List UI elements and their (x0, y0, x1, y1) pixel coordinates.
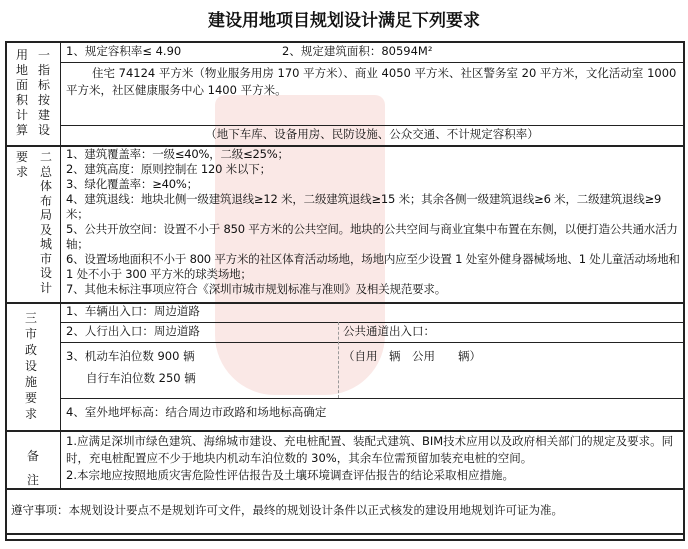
divider (60, 342, 684, 343)
divider (60, 62, 684, 63)
list-item: 3、绿化覆盖率：≥40%； (66, 177, 198, 191)
list-item: 5、公共开放空间：设置不小于 850 平方米的公共空间。地块的公共空间与商业宜集中布置在东侧，以便打造公共通水活力轴； (66, 222, 678, 251)
dashed-divider (338, 322, 339, 398)
section1-label-inner: 一指标按建设 (37, 48, 50, 137)
section1-label-outer: 用地面积计算 (15, 48, 28, 137)
section3-label: 三市政设施要求 (24, 311, 37, 421)
remarks-list (66, 433, 682, 484)
list-item: 1、建筑覆盖率：一级≤40%，二级≤25%； (66, 147, 289, 161)
section-divider (5, 488, 685, 490)
layout-requirements-list (66, 147, 680, 297)
car-parking-split: （自用 辆 公用 辆） (343, 349, 481, 363)
car-parking: 3、机动车泊位数 900 辆 (66, 349, 195, 363)
area-breakdown: 住宅 74124 平方米（物业服务用房 170 平方米）、商业 4050 平方米、社区警务室 20 平方米，文化活动室 1000 平方米，社区健康服务中心 1400 平方米。 (66, 66, 677, 97)
gfa-limit: 2、规定建筑面积：80594M² (282, 44, 433, 58)
compliance-note: 遵守事项：本规划设计要点不是规划许可文件，最终的规划设计条件以正式核发的建设用地规划许可证为准。 (11, 503, 563, 517)
list-item: 7、其他未标注事项应符合《深圳市城市规划标准与准则》及相关规范要求。 (66, 282, 447, 296)
vehicle-entry: 1、车辆出入口：周边道路 (66, 304, 200, 318)
section2-label-inner: 二总体布局及城市设计 (39, 150, 52, 295)
list-item: 6、设置场地面积不小于 800 平方米的社区体育活动场地，场地内应至少设置 1 处室外健身器械场地、1 处儿童活动场地和 1 处不小于 300 平方米的球类场地； (66, 252, 680, 281)
area-note: （地下车库、设备用房、民防设施、公众交通、不计规定容积率） (205, 127, 539, 141)
remarks-label: 备注 (26, 449, 39, 487)
pedestrian-entry: 2、人行出入口：周边道路 (66, 324, 200, 338)
bike-parking: 自行车泊位数 250 辆 (86, 371, 196, 385)
list-item: 2、建筑高度：原则控制在 120 米以下； (66, 162, 271, 176)
section-divider (5, 533, 685, 535)
divider (60, 398, 684, 399)
public-passage-entry: 公共通道出入口： (343, 324, 435, 338)
label-column-divider (60, 42, 61, 488)
remark-item: 2.本宗地应按照地质灾害危险性评估报告及土壤环境调查评估报告的结论采取相应措施。 (66, 468, 514, 482)
far-limit: 1、规定容积率≤ 4.90 (66, 44, 182, 58)
remark-item: 1.应满足深圳市绿色建筑、海绵城市建设、充电桩配置、装配式建筑、BIM技术应用以及政府相关部门的规定及要求。同时，充电桩配置应不少于地块内机动车泊位数的 30%，其余车位需预留加装充电桩的空间。 (66, 434, 674, 465)
section-divider (5, 430, 685, 432)
ground-level: 4、室外地坪标高：结合周边市政路和场地标高确定 (66, 405, 327, 419)
section2-label-outer: 要求 (15, 150, 28, 179)
list-item: 4、建筑退线：地块北侧一级建筑退线≥12 米，二级建筑退线≥15 米；其余各侧一级建筑退线≥6 米，二级建筑退线≥9 米； (66, 192, 662, 221)
page-title: 建设用地项目规划设计满足下列要求 (208, 11, 480, 31)
